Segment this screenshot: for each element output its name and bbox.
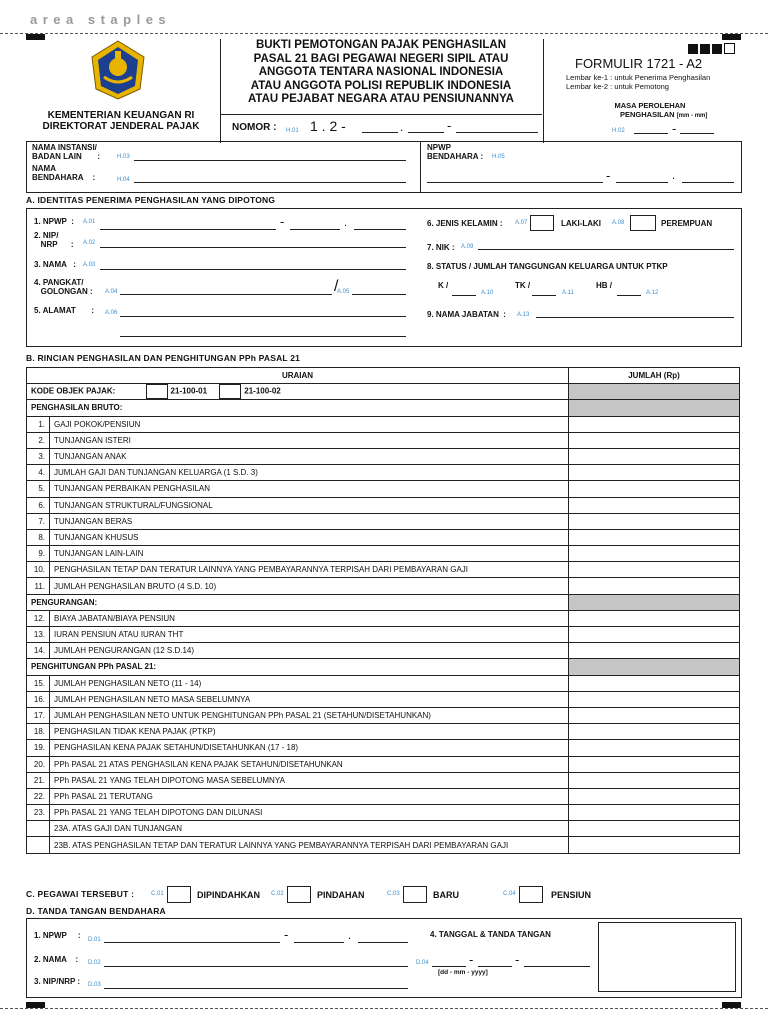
nomor-dot: .: [400, 120, 404, 134]
col-uraian: URAIAN: [27, 368, 569, 384]
table-row: [27, 465, 740, 481]
table-row: [27, 724, 740, 740]
a-nik-label: 7. NIK :: [427, 243, 455, 252]
row-description: PPh PASAL 21 TERUTANG: [50, 788, 569, 804]
row-amount-field[interactable]: [569, 707, 740, 723]
row-amount-field[interactable]: [569, 481, 740, 497]
penghasilan-table: [26, 367, 740, 854]
table-row: [27, 643, 740, 659]
d02-code: D.02: [88, 960, 101, 966]
row-number: 10.: [27, 562, 50, 578]
d01-code: D.01: [88, 937, 101, 943]
row-number: 4.: [27, 465, 50, 481]
c03-code: C.03: [387, 891, 400, 897]
a09-code: A.09: [461, 244, 474, 250]
col-jumlah: JUMLAH (Rp): [569, 368, 740, 384]
table-row: [27, 756, 740, 772]
a-alamat-field-1[interactable]: [120, 316, 406, 317]
row-description: JUMLAH PENGHASILAN NETO MASA SEBELUMNYA: [50, 691, 569, 707]
bendahara-code: H.04: [117, 177, 130, 183]
nama-instansi-field[interactable]: [134, 160, 406, 161]
row-number: 11.: [27, 578, 50, 594]
form-title-line-5: ATAU PEJABAT NEGARA ATAU PENSIUNANNYA: [247, 93, 514, 105]
row-amount-field[interactable]: [569, 675, 740, 691]
lembar-2: Lembar ke-2 : untuk Pemotong: [566, 82, 669, 91]
npwp-bendahara-field-1[interactable]: [427, 182, 603, 183]
signature-box[interactable]: [598, 922, 736, 992]
d-tanggal-label: 4. TANGGAL & TANDA TANGAN: [430, 930, 551, 939]
kode-21-100-01-checkbox[interactable]: [146, 384, 168, 399]
dipindahkan-checkbox[interactable]: [167, 886, 191, 903]
row-amount-field[interactable]: [569, 772, 740, 788]
row-number: 15.: [27, 675, 50, 691]
a-jabatan-field[interactable]: [536, 317, 734, 318]
masa-dash: -: [672, 121, 677, 136]
masa-from-field[interactable]: [634, 133, 668, 134]
d-nip-text: 3. NIP/NRP: [34, 977, 76, 986]
form-title-line-2: PASAL 21 BAGI PEGAWAI NEGERI SIPIL ATAU: [253, 52, 509, 65]
pindahan-checkbox[interactable]: [287, 886, 311, 903]
row-amount-field[interactable]: [569, 610, 740, 626]
dipindahkan-label: DIPINDAHKAN: [197, 890, 260, 900]
a-nik-field[interactable]: [478, 249, 734, 250]
d03-code: D.03: [88, 982, 101, 988]
form-title-line-3: ANGGOTA TENTARA NASIONAL INDONESIA: [258, 66, 504, 78]
masa-label-2: [620, 110, 707, 119]
a-golongan-field[interactable]: [352, 294, 406, 295]
row-number: 18.: [27, 724, 50, 740]
row-amount-field[interactable]: [569, 756, 740, 772]
section-c-title: C. PEGAWAI TERSEBUT :: [26, 889, 135, 899]
row-number: 16.: [27, 691, 50, 707]
row-amount-field[interactable]: [569, 416, 740, 432]
row-number: 3.: [27, 448, 50, 464]
row-amount-field[interactable]: [569, 546, 740, 562]
row-amount-field[interactable]: [569, 627, 740, 643]
row-description: JUMLAH PENGHASILAN NETO (11 - 14): [50, 675, 569, 691]
bendahara-text: BENDAHARA: [32, 173, 84, 182]
nama-bendahara-field[interactable]: [134, 182, 406, 183]
table-row: [27, 740, 740, 756]
row-amount-field[interactable]: [569, 448, 740, 464]
kode-21-100-01-label: 21-100-01: [170, 386, 208, 396]
table-row: [27, 788, 740, 804]
row-number: [27, 837, 50, 853]
a-jenis-kelamin-label: 6. JENIS KELAMIN :: [427, 219, 503, 228]
baru-label: BARU: [433, 890, 459, 900]
table-row: [27, 448, 740, 464]
a-tk-label: TK /: [515, 281, 531, 290]
row-number: 22.: [27, 788, 50, 804]
a-npwp-field-1[interactable]: [100, 229, 276, 230]
row-number: 2.: [27, 432, 50, 448]
nomor-prefix: 1 . 2 -: [310, 118, 346, 134]
npwp-bendahara-code: H.05: [492, 154, 505, 160]
staples-top-line: [0, 33, 768, 34]
masa-to-field[interactable]: [680, 133, 714, 134]
d-tanggal-month[interactable]: [478, 966, 512, 967]
instansi-code: H.03: [117, 154, 130, 160]
lembar-1: Lembar ke-1 : untuk Penerima Penghasilan: [566, 73, 711, 82]
row-number: 1.: [27, 416, 50, 432]
a-hb-label: HB /: [596, 281, 612, 290]
row-number: 13.: [27, 627, 50, 643]
a-npwp-field-3[interactable]: [354, 229, 406, 230]
kode-21-100-02-checkbox[interactable]: [219, 384, 241, 399]
row-amount-field[interactable]: [569, 740, 740, 756]
npwp-dot: .: [672, 170, 676, 182]
a-nama-label: 3. NAMA :: [34, 260, 76, 269]
npwp-bendahara-label: [427, 143, 483, 161]
pengurangan-header-amount: [569, 594, 740, 610]
masa-format: [mm - mm]: [676, 113, 708, 119]
a-npwp-label: 1. NPWP :: [34, 217, 74, 226]
d-nama-text: 2. NAMA: [34, 955, 67, 964]
nama-instansi-label: [32, 143, 100, 161]
row-description: TUNJANGAN KHUSUS: [50, 529, 569, 545]
a-nip-line-2: NRP :: [40, 240, 74, 249]
a-nama-field[interactable]: [100, 269, 406, 270]
row-number: 5.: [27, 481, 50, 497]
a-npwp-text: 1. NPWP: [34, 217, 67, 226]
a-pangkat-line-1: 4. PANGKAT/: [34, 278, 84, 287]
row-number: 12.: [27, 610, 50, 626]
ministry-emblem-icon: [88, 39, 148, 101]
row-amount-field[interactable]: [569, 837, 740, 853]
a01-code: A.01: [83, 219, 96, 225]
row-description: TUNJANGAN ANAK: [50, 448, 569, 464]
staples-label: area staples: [30, 12, 172, 27]
nama-instansi-line-1: NAMA INSTANSI/: [32, 143, 97, 152]
pengurangan-header-row: [27, 594, 740, 610]
d-date-format: [dd - mm - yyyy]: [438, 969, 488, 976]
row-amount-field[interactable]: [569, 497, 740, 513]
row-description: IURAN PENSIUN ATAU IURAN THT: [50, 627, 569, 643]
nomor-dash: -: [447, 118, 452, 133]
row-description: JUMLAH GAJI DAN TUNJANGAN KELUARGA (1 S.D. 3): [50, 465, 569, 481]
row-description: PPh PASAL 21 YANG TELAH DIPOTONG DAN DILUNASI: [50, 805, 569, 821]
d-npwp-label: 1. NPWP :: [34, 931, 81, 940]
a-nip-field[interactable]: [100, 247, 406, 248]
d04-code: D.04: [416, 960, 429, 966]
row-number: [27, 821, 50, 837]
masa-label: MASA PEROLEHAN: [614, 101, 686, 110]
row-description: 23B. ATAS PENGHASILAN TETAP DAN TERATUR LAINNYA YANG PEMBAYARANNYA TERPISAH DARI PEMBAYARAN GAJI: [50, 837, 569, 853]
d-npwp-dot: .: [348, 930, 352, 942]
pindahan-label: PINDAHAN: [317, 890, 365, 900]
a05-code: A.05: [337, 289, 350, 295]
d-nama-label: 2. NAMA :: [34, 955, 79, 964]
row-description: TUNJANGAN BERAS: [50, 513, 569, 529]
table-row: [27, 610, 740, 626]
title-divider: [220, 114, 542, 115]
section-d-title: D. TANDA TANGAN BENDAHARA: [26, 906, 166, 916]
a-jabatan-label: 9. NAMA JABATAN :: [427, 310, 506, 319]
row-amount-field[interactable]: [569, 513, 740, 529]
row-amount-field[interactable]: [569, 529, 740, 545]
row-amount-field[interactable]: [569, 643, 740, 659]
pensiun-label: PENSIUN: [551, 890, 592, 900]
nama-bendahara-label: [32, 164, 95, 182]
row-description: TUNJANGAN LAIN-LAIN: [50, 546, 569, 562]
penghitungan-header-amount: [569, 659, 740, 675]
form-title: [222, 39, 540, 107]
row-description: TUNJANGAN STRUKTURAL/FUNGSIONAL: [50, 497, 569, 513]
a02-code: A.02: [83, 240, 96, 246]
row-description: PENGHASILAN TIDAK KENA PAJAK (PTKP): [50, 724, 569, 740]
a12-code: A.12: [646, 290, 659, 296]
d-tanggal-dash-2: -: [515, 952, 520, 967]
d-npwp-field-1[interactable]: [104, 942, 280, 943]
table-row: [27, 546, 740, 562]
row-description: TUNJANGAN PERBAIKAN PENGHASILAN: [50, 481, 569, 497]
d-nip-label: 3. NIP/NRP :: [34, 977, 81, 986]
d-nip-field[interactable]: [104, 988, 408, 989]
d-nama-field[interactable]: [104, 966, 408, 967]
row-description: PENGHASILAN KENA PAJAK SETAHUN/DISETAHUNKAN (17 - 18): [50, 740, 569, 756]
a-nik-text: 7. NIK: [427, 243, 450, 252]
a-pangkat-line-2: GOLONGAN :: [40, 287, 93, 296]
a-nip-label: [34, 231, 74, 249]
a-jabatan-text: 9. NAMA JABATAN: [427, 310, 499, 319]
nama-bendahara-line-2: BENDAHARA :: [32, 173, 96, 182]
a13-code: A.13: [517, 312, 530, 318]
d-npwp-text: 1. NPWP: [34, 931, 67, 940]
table-row: [27, 821, 740, 837]
row-amount-field[interactable]: [569, 788, 740, 804]
bruto-header-row: [27, 400, 740, 416]
a-k-field[interactable]: [452, 295, 476, 296]
bruto-header: PENGHASILAN BRUTO:: [27, 400, 569, 416]
row-number: 6.: [27, 497, 50, 513]
row-description: PENGHASILAN TETAP DAN TERATUR LAINNYA YANG PEMBAYARANNYA TERPISAH DARI PEMBAYARAN GAJI: [50, 562, 569, 578]
c01-code: C.01: [151, 891, 164, 897]
kode-objek-label: KODE OBJEK PAJAK:: [31, 386, 116, 396]
nomor-field-3[interactable]: [456, 132, 538, 133]
row-number: 20.: [27, 756, 50, 772]
a-status-label: 8. STATUS / JUMLAH TANGGUNGAN KELUARGA UNTUK PTKP: [427, 262, 668, 271]
row-description: PPh PASAL 21 ATAS PENGHASILAN KENA PAJAK SETAHUN/DISETAHUNKAN: [50, 756, 569, 772]
row-number: 17.: [27, 707, 50, 723]
a-npwp-field-2[interactable]: [290, 229, 340, 230]
a10-code: A.10: [481, 290, 494, 296]
d-npwp-field-2[interactable]: [294, 942, 344, 943]
row-amount-field[interactable]: [569, 691, 740, 707]
row-number: 14.: [27, 643, 50, 659]
row-amount-field[interactable]: [569, 562, 740, 578]
laki-laki-checkbox[interactable]: [530, 215, 554, 231]
masa-label-2-text: PENGHASILAN: [620, 110, 675, 119]
a03-code: A.03: [83, 262, 96, 268]
row-amount-field[interactable]: [569, 465, 740, 481]
d-npwp-dash: -: [284, 927, 289, 942]
row-number: 8.: [27, 529, 50, 545]
a-alamat-field-2[interactable]: [120, 336, 406, 337]
table-row: [27, 837, 740, 853]
a-pangkat-slash: /: [334, 278, 339, 295]
table-header-row: [27, 368, 740, 384]
baru-checkbox[interactable]: [403, 886, 427, 903]
row-amount-field[interactable]: [569, 724, 740, 740]
a-tk-field[interactable]: [532, 295, 556, 296]
row-amount-field[interactable]: [569, 821, 740, 837]
row-description: GAJI POKOK/PENSIUN: [50, 416, 569, 432]
npwp-dash: -: [606, 168, 611, 183]
pengurangan-header: PENGURANGAN:: [27, 594, 569, 610]
a04-code: A.04: [105, 289, 118, 295]
a07-code: A.07: [515, 220, 528, 226]
a-pangkat-label: [34, 278, 93, 296]
row-description: TUNJANGAN ISTERI: [50, 432, 569, 448]
npwp-bendahara-field-3[interactable]: [682, 182, 734, 183]
directorate-name: DIREKTORAT JENDERAL PAJAK: [42, 121, 200, 132]
kode-objek-row: [27, 384, 740, 400]
a08-code: A.08: [612, 220, 625, 226]
c02-code: C.02: [271, 891, 284, 897]
table-row: [27, 627, 740, 643]
kode-21-100-02-label: 21-100-02: [244, 386, 281, 396]
row-description: 23A. ATAS GAJI DAN TUNJANGAN: [50, 821, 569, 837]
form-title-line-4: ATAU ANGGOTA POLISI REPUBLIK INDONESIA: [250, 79, 512, 92]
penghitungan-header: PENGHITUNGAN PPh PASAL 21:: [27, 659, 569, 675]
row-amount-field[interactable]: [569, 578, 740, 594]
row-number: 21.: [27, 772, 50, 788]
row-number: 9.: [27, 546, 50, 562]
a-k-label: K /: [438, 281, 449, 290]
table-row: [27, 578, 740, 594]
kode-objek-cell: [27, 384, 569, 400]
a-nama-text: 3. NAMA: [34, 260, 67, 269]
instansi-divider: [420, 141, 421, 192]
a-hb-field[interactable]: [617, 295, 641, 296]
a-alamat-text: 5. ALAMAT: [34, 306, 76, 315]
badan-lain-text: BADAN LAIN: [32, 152, 82, 161]
a-npwp-dash: -: [280, 214, 285, 229]
d-tanggal-day[interactable]: [432, 966, 466, 967]
corner-marker-top-left: [26, 34, 45, 40]
npwp-bendahara-field-2[interactable]: [616, 182, 668, 183]
ministry-name: KEMENTERIAN KEUANGAN RI: [47, 110, 195, 121]
perempuan-checkbox[interactable]: [630, 215, 656, 231]
pensiun-checkbox[interactable]: [519, 886, 543, 903]
row-description: JUMLAH PENGURANGAN (12 S.D.14): [50, 643, 569, 659]
perempuan-label: PEREMPUAN: [661, 219, 713, 228]
nomor-field-1[interactable]: [362, 132, 398, 133]
nama-instansi-line-2: BADAN LAIN :: [32, 152, 101, 161]
nama-bendahara-line-1: NAMA: [32, 164, 56, 173]
table-row: [27, 675, 740, 691]
a-pangkat-field[interactable]: [120, 294, 332, 295]
nomor-code: H.01: [286, 128, 299, 134]
row-amount-field[interactable]: [569, 805, 740, 821]
row-description: JUMLAH PENGHASILAN NETO UNTUK PENGHITUNGAN PPh PASAL 21 (SETAHUN/DISETAHUNKAN): [50, 707, 569, 723]
d-tanggal-year[interactable]: [524, 966, 590, 967]
table-row: [27, 416, 740, 432]
table-row: [27, 805, 740, 821]
section-b-title: B. RINCIAN PENGHASILAN DAN PENGHITUNGAN PPh PASAL 21: [26, 353, 301, 363]
a-nip-line-1: 2. NIP/: [34, 231, 59, 240]
a-nrp-text: NRP: [40, 240, 58, 249]
ministry-logo: [88, 39, 148, 101]
section-a-title: A. IDENTITAS PENERIMA PENGHASILAN YANG DIPOTONG: [26, 195, 276, 205]
row-number: 19.: [27, 740, 50, 756]
a-alamat-label: 5. ALAMAT :: [34, 306, 95, 315]
c04-code: C.04: [503, 891, 516, 897]
masa-code: H.02: [612, 128, 625, 134]
nomor-field-2[interactable]: [408, 132, 444, 133]
table-row: [27, 707, 740, 723]
table-row: [27, 529, 740, 545]
table-row: [27, 432, 740, 448]
row-number: 23.: [27, 805, 50, 821]
row-description: PPh PASAL 21 YANG TELAH DIPOTONG MASA SEBELUMNYA: [50, 772, 569, 788]
npwp-bendahara-line-1: NPWP: [427, 143, 451, 152]
form-name: FORMULIR 1721 - A2: [575, 56, 703, 71]
a-golongan-text: GOLONGAN: [40, 287, 88, 296]
staples-bottom-line: [0, 1008, 768, 1009]
table-row: [27, 513, 740, 529]
form-title-line-1: BUKTI PEMOTONGAN PAJAK PENGHASILAN: [255, 39, 507, 51]
d-tanggal-dash-1: -: [469, 952, 474, 967]
d-npwp-field-3[interactable]: [358, 942, 408, 943]
a11-code: A.11: [562, 290, 574, 296]
row-description: JUMLAH PENGHASILAN BRUTO (4 S.D. 10): [50, 578, 569, 594]
a-npwp-dot: .: [344, 217, 348, 229]
corner-marker-top-right: [722, 34, 741, 40]
table-row: [27, 497, 740, 513]
npwp-bendahara-line-2: BENDAHARA :: [427, 152, 484, 161]
kode-objek-amount: [569, 384, 740, 400]
a06-code: A.06: [105, 310, 118, 316]
penghitungan-header-row: [27, 659, 740, 675]
laki-laki-label: LAKI-LAKI: [561, 219, 601, 228]
table-row: [27, 562, 740, 578]
table-row: [27, 691, 740, 707]
row-description: BIAYA JABATAN/BIAYA PENSIUN: [50, 610, 569, 626]
table-row: [27, 481, 740, 497]
nomor-label: NOMOR :: [232, 122, 277, 133]
instansi-box: [26, 141, 742, 193]
table-row: [27, 772, 740, 788]
row-number: 7.: [27, 513, 50, 529]
row-amount-field[interactable]: [569, 432, 740, 448]
bruto-header-amount: [569, 400, 740, 416]
